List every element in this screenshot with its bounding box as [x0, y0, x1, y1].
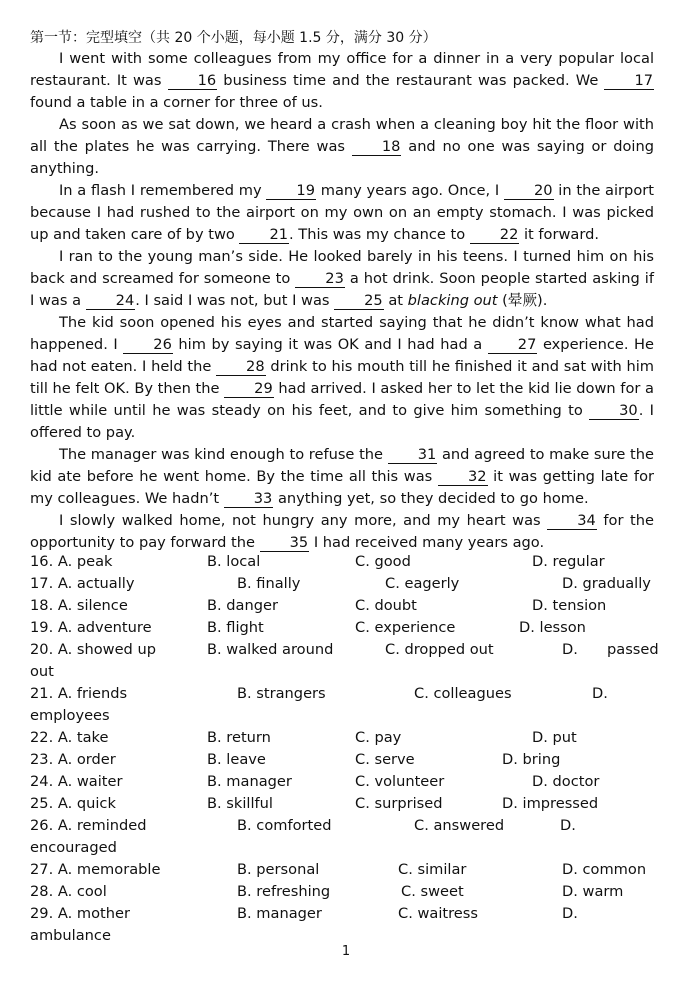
passage-text: business time and the restaurant was packed. We [217, 72, 605, 89]
passage-text: . I offered to pay. [30, 402, 654, 441]
option-c: C. pay [355, 729, 402, 746]
option-d-text-wrap: out [30, 663, 54, 680]
option-a: 21. A. friends [30, 685, 128, 702]
blank-23: 23 [295, 271, 345, 288]
option-b: B. personal [237, 861, 320, 878]
option-c: C. waitress [398, 905, 478, 922]
option-a: 19. A. adventure [30, 619, 152, 636]
option-row-24 [30, 771, 660, 793]
paragraph-5 [30, 312, 654, 444]
blank-26: 26 [123, 337, 173, 354]
option-c: C. good [355, 553, 411, 570]
option-a: 27. A. memorable [30, 861, 161, 878]
option-row-19 [30, 617, 660, 639]
option-row-28 [30, 881, 660, 903]
passage-text: As soon as we sat down, we heard a crash when a cleaning boy hit the floor with all the plates he was carrying. There was [30, 116, 654, 155]
paragraph-2 [30, 114, 654, 180]
option-d: D. put [532, 729, 577, 746]
option-c: C. colleagues [414, 685, 512, 702]
passage-text: The kid soon opened his eyes and started saying that he didn’t know what had happened. I [30, 314, 654, 353]
option-a: 25. A. quick [30, 795, 116, 812]
option-row-16 [30, 551, 660, 573]
option-d-text-wrap: ambulance [30, 927, 111, 944]
italic-term: blacking out [407, 292, 498, 309]
blank-19: 19 [266, 183, 316, 200]
passage-text: I went with some colleagues from my office for a dinner in a very popular local restaurant. It was [30, 50, 654, 89]
option-b: B. comforted [237, 817, 332, 834]
option-c: C. dropped out [385, 641, 494, 658]
blank-29: 29 [224, 381, 274, 398]
option-c: C. volunteer [355, 773, 445, 790]
option-a: 24. A. waiter [30, 773, 123, 790]
option-d: D. impressed [502, 795, 599, 812]
option-a: 16. A. peak [30, 553, 113, 570]
option-c: C. experience [355, 619, 456, 636]
option-row-23 [30, 749, 660, 771]
blank-33: 33 [224, 491, 274, 508]
passage-text: and agreed to make sure the kid ate before he went home. By the time all this was [30, 446, 655, 485]
option-a: 29. A. mother [30, 905, 130, 922]
option-d: D. bring [502, 751, 561, 768]
passage-text: it forward. [519, 226, 600, 243]
option-a: 28. A. cool [30, 883, 107, 900]
option-d-text-wrap: employees [30, 707, 110, 724]
option-row-29 [30, 903, 660, 947]
option-d: D. [562, 641, 578, 658]
blank-17: 17 [604, 73, 654, 90]
option-c: C. surprised [355, 795, 443, 812]
option-b: B. manager [207, 773, 292, 790]
option-a: 22. A. take [30, 729, 109, 746]
option-c: C. similar [398, 861, 467, 878]
passage-text: for the opportunity to pay forward the [30, 512, 654, 551]
option-b: B. refreshing [237, 883, 331, 900]
blank-35: 35 [260, 535, 310, 552]
option-row-22 [30, 727, 660, 749]
option-a: 18. A. silence [30, 597, 128, 614]
passage-text: at [383, 292, 408, 309]
blank-21: 21 [239, 227, 289, 244]
option-d: D. regular [532, 553, 605, 570]
option-d: D. [562, 905, 578, 922]
option-b: B. flight [207, 619, 264, 636]
blank-32: 32 [438, 469, 488, 486]
option-d: D. tension [532, 597, 607, 614]
passage-text: experience. He had not eaten. I held the [30, 336, 654, 375]
option-a: 20. A. showed up [30, 641, 156, 658]
blank-28: 28 [216, 359, 266, 376]
blank-25: 25 [334, 293, 384, 310]
paragraph-1 [30, 48, 654, 114]
option-d-text: passed [607, 641, 659, 658]
passage-text: in the airport because I had rushed to the airport on my own on an empty stomach. I was picked up and taken care of by two [30, 182, 654, 243]
paragraph-3 [30, 180, 654, 246]
passage-text: . I said I was not, but I was [135, 292, 335, 309]
option-row-18 [30, 595, 660, 617]
option-d: D. lesson [519, 619, 586, 636]
option-a: 26. A. reminded [30, 817, 147, 834]
blank-31: 31 [388, 447, 438, 464]
option-a: 23. A. order [30, 751, 116, 768]
option-row-26 [30, 815, 660, 859]
paragraph-7 [30, 510, 654, 554]
option-d: D. [560, 817, 576, 834]
option-d: D. [592, 685, 608, 702]
passage-text: I had received many years ago. [309, 534, 545, 551]
paragraph-6 [30, 444, 654, 510]
cloze-passage [30, 48, 654, 554]
option-b: B. danger [207, 597, 278, 614]
option-row-27 [30, 859, 660, 881]
option-row-25 [30, 793, 660, 815]
passage-text: and no one was saying or doing anything. [30, 138, 654, 177]
option-d: D. common [562, 861, 647, 878]
passage-text: a hot drink. Soon people started asking if I was a [30, 270, 654, 309]
option-b: B. leave [207, 751, 266, 768]
blank-24: 24 [86, 293, 136, 310]
passage-text: drink to his mouth till he finished it and sat with him till he felt OK. By then the [30, 358, 654, 397]
option-b: B. local [207, 553, 261, 570]
option-c: C. doubt [355, 597, 417, 614]
option-d: D. doctor [532, 773, 600, 790]
option-c: C. sweet [401, 883, 464, 900]
blank-22: 22 [470, 227, 520, 244]
option-row-17 [30, 573, 660, 595]
paragraph-4 [30, 246, 654, 312]
passage-text: (晕厥). [497, 292, 548, 309]
passage-text: I ran to the young man’s side. He looked barely in his teens. I turned him on his back and screamed for someone to [30, 248, 654, 287]
passage-text: found a table in a corner for three of us. [30, 94, 323, 111]
passage-text: In a flash I remembered my [59, 182, 267, 199]
option-c: C. answered [414, 817, 505, 834]
option-b: B. skillful [207, 795, 273, 812]
blank-30: 30 [589, 403, 639, 420]
answer-options [30, 551, 660, 947]
blank-18: 18 [352, 139, 402, 156]
option-d: D. warm [562, 883, 624, 900]
option-b: B. return [207, 729, 271, 746]
option-b: B. manager [237, 905, 322, 922]
option-a: 17. A. actually [30, 575, 135, 592]
passage-text: many years ago. Once, I [316, 182, 504, 199]
option-d-text-wrap: encouraged [30, 839, 117, 856]
blank-27: 27 [488, 337, 538, 354]
option-row-20 [30, 639, 660, 683]
option-b: B. finally [237, 575, 301, 592]
blank-20: 20 [504, 183, 554, 200]
passage-text: had arrived. I asked her to let the kid lie down for a little while until he was steady on his feet, and to give him something to [30, 380, 654, 419]
option-c: C. serve [355, 751, 415, 768]
passage-text: The manager was kind enough to refuse the [59, 446, 388, 463]
option-row-21 [30, 683, 660, 727]
option-b: B. strangers [237, 685, 326, 702]
passage-text: him by saying it was OK and I had had a [172, 336, 488, 353]
passage-text: it was getting late for my colleagues. We hadn’t [30, 468, 654, 507]
passage-text: I slowly walked home, not hungry any more, and my heart was [59, 512, 548, 529]
option-d: D. gradually [562, 575, 651, 592]
blank-16: 16 [168, 73, 218, 90]
blank-34: 34 [547, 513, 597, 530]
passage-text: anything yet, so they decided to go home. [273, 490, 589, 507]
passage-text: . This was my chance to [289, 226, 470, 243]
section-heading: 第一节：完型填空（共 20 个小题，每小题 1.5 分，满分 30 分） [30, 30, 437, 46]
option-b: B. walked around [207, 641, 334, 658]
page-number: 1 [341, 944, 351, 959]
option-c: C. eagerly [385, 575, 460, 592]
